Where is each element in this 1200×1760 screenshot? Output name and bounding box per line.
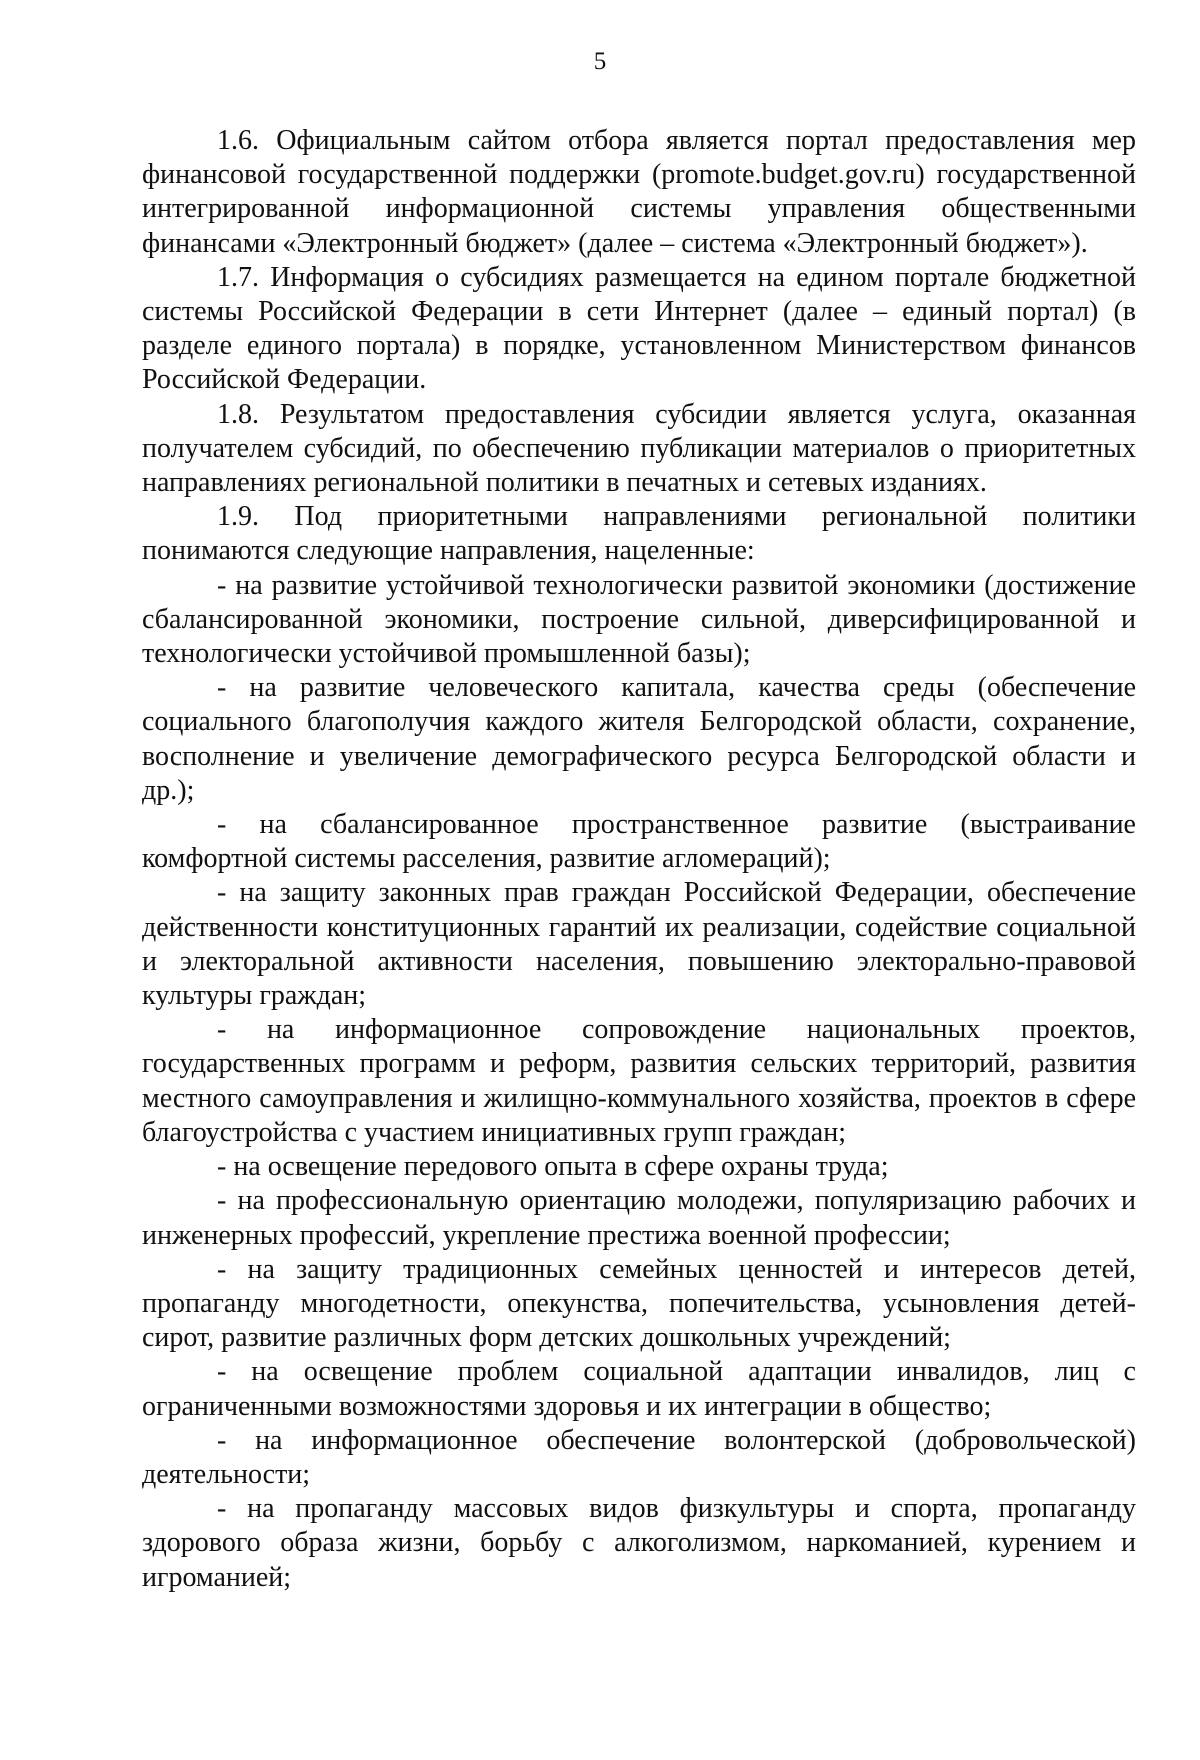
list-item-volunteering: - на информационное обеспечение волонтерской (добровольческой) деятельности;	[142, 1424, 1136, 1490]
paragraph-1-6-official-site: 1.6. Официальным сайтом отбора является портал предоставления мер финансовой государственной поддержки (promote.budget.gov.ru) государственной интегрированной информационной системы управления общественными финансами «Электронный бюджет» (далее – система «Электронный бюджет»).	[142, 125, 1136, 259]
list-item-citizen-rights: - на защиту законных прав граждан Российской Федерации, обеспечение действенности конституционных гарантий их реализации, содействие социальной и электоральной активности населения, повышению электорально-правовой культуры граждан;	[142, 877, 1136, 1012]
list-item-labor-safety: - на освещение передового опыта в сфере охраны труда;	[217, 1151, 889, 1183]
document-body	[142, 124, 1136, 1595]
list-item-economy: - на развитие устойчивой технологически развитой экономики (достижение сбалансированной экономики, построение сильной, диверсифицированной и технологически устойчивой промышленной базы);	[142, 569, 1136, 670]
list-item-family-values: - на защиту традиционных семейных ценностей и интересов детей, пропаганду многодетности, опекунства, попечительства, усыновления детей-сирот, развитие различных форм детских дошкольных учреждений;	[142, 1253, 1136, 1354]
list-item-sport-health: - на пропаганду массовых видов физкультуры и спорта, пропаганду здорового образа жизни, борьбу с алкоголизмом, наркоманией, курением и игроманией;	[142, 1493, 1136, 1593]
page-number: 5	[593, 48, 607, 75]
paragraph-1-7-subsidy-information: 1.7. Информация о субсидиях размещается на едином портале бюджетной системы Российской Федерации в сети Интернет (далее – единый портал) (в разделе единого портала) в порядке, установленном Министерством финансов Российской Федерации.	[142, 261, 1136, 396]
list-item-youth-orientation: - на профессиональную ориентацию молодежи, популяризацию рабочих и инженерных профессий, укрепление престижа военной профессии;	[142, 1185, 1136, 1251]
list-item-disability-adaptation: - на освещение проблем социальной адаптации инвалидов, лиц с ограниченными возможностями здоровья и их интеграции в общество;	[142, 1356, 1136, 1422]
paragraph-1-8-subsidy-result: 1.8. Результатом предоставления субсидии является услуга, оказанная получателем субсидий, по обеспечению публикации материалов о приоритетных направлениях региональной политики в печатных и сетевых изданиях.	[142, 398, 1136, 499]
list-item-national-projects: - на информационное сопровождение национальных проектов, государственных программ и реформ, развития сельских территорий, развития местного самоуправления и жилищно-коммунального хозяйства, проектов в сфере благоустройства с участием инициативных групп граждан;	[142, 1014, 1136, 1148]
list-item-human-capital: - на развитие человеческого капитала, качества среды (обеспечение социального благополучия каждого жителя Белгородской области, сохранение, восполнение и увеличение демографического ресурса Белгородской области и др.);	[142, 672, 1136, 806]
list-item-spatial-development: - на сбалансированное пространственное развитие (выстраивание комфортной системы расселения, развитие агломераций);	[142, 809, 1136, 875]
paragraph-1-9-priority-directions: 1.9. Под приоритетными направлениями региональной политики понимаются следующие направления, нацеленные:	[142, 501, 1136, 567]
